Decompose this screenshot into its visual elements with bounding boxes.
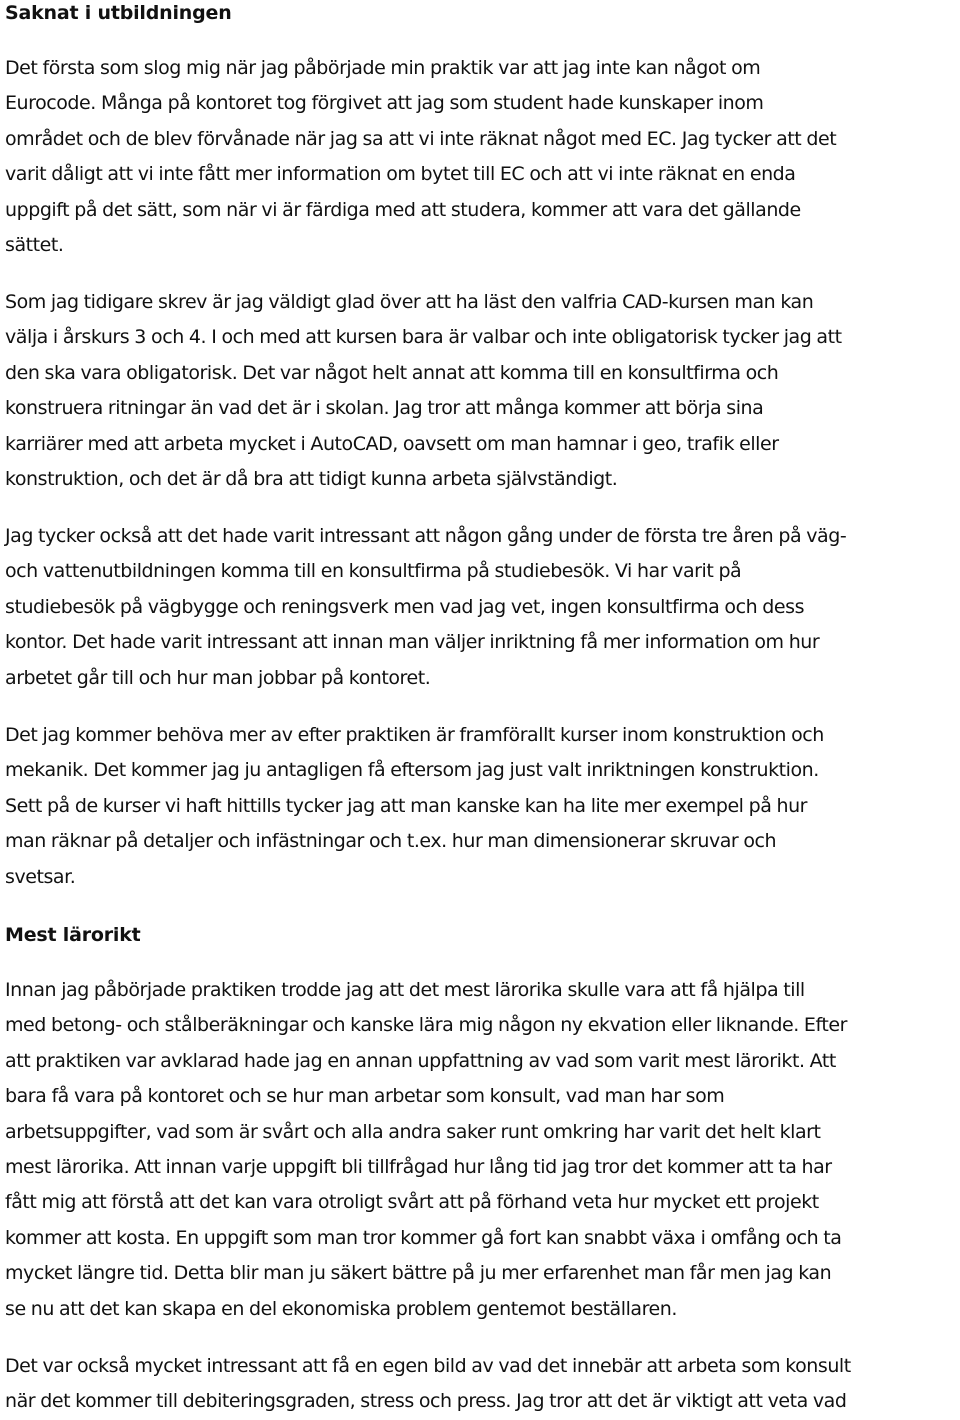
text-line: Jag tycker också att det hade varit intressant att någon gång under de första tre åren på väg-: [5, 525, 847, 547]
text-line: Sett på de kurser vi haft hittills tycker jag att man kanske kan ha lite mer exempel på hur: [5, 794, 808, 817]
text-line: fått mig att förstå att det kan vara otroligt svårt att på förhand veta hur mycket ett projekt: [5, 1191, 819, 1214]
text-line: Det var också mycket intressant att få en egen bild av vad det innebär att arbeta som konsult: [5, 1355, 851, 1377]
text-line: Eurocode. Många på kontoret tog förgivet att jag som student hade kunskaper inom: [5, 92, 764, 115]
text-line: studiebesök på vägbygge och reningsverk men vad jag vet, ingen konsultfirma och dess: [5, 595, 805, 618]
text-line: se nu att det kan skapa en del ekonomiska problem gentemot beställaren.: [5, 1297, 677, 1320]
paragraph: [5, 51, 957, 263]
text-line: och vattenutbildningen komma till en konsultfirma på studiebesök. Vi har varit på: [5, 560, 742, 583]
text-line: konstruktion, och det är då bra att tidigt kunna arbeta självständigt.: [5, 468, 618, 491]
text-line: svetsar.: [5, 865, 76, 888]
section-heading: Mest lärorikt: [5, 924, 141, 946]
text-line: mycket längre tid. Detta blir man ju säkert bättre på ju mer erfarenhet man får men jag kan: [5, 1262, 832, 1285]
text-line: arbetet går till och hur man jobbar på kontoret.: [5, 666, 431, 689]
text-line: arbetsuppgifter, vad som är svårt och alla andra saker runt omkring har varit det helt klart: [5, 1120, 821, 1143]
text-line: kontor. Det hade varit intressant att innan man väljer inriktning få mer information om hur: [5, 631, 820, 654]
text-line: när det kommer till debiteringsgraden, stress och press. Jag tror att det är viktigt att veta vad: [5, 1390, 847, 1413]
section-heading: Saknat i utbildningen: [5, 2, 232, 24]
paragraph: [5, 285, 957, 497]
paragraph: [5, 973, 957, 1327]
text-line: uppgift på det sätt, som när vi är färdiga med att studera, kommer att vara det gällande: [5, 198, 801, 221]
paragraph: [5, 1349, 957, 1420]
text-line: Det jag kommer behöva mer av efter praktiken är framförallt kurser inom konstruktion och: [5, 724, 824, 746]
text-line: att praktiken var avklarad hade jag en annan uppfattning av vad som varit mest lärorikt. Att: [5, 1049, 836, 1072]
text-line: välja i årskurs 3 och 4. I och med att kursen bara är valbar och inte obligatorisk tycker jag att: [5, 326, 842, 349]
paragraph: [5, 519, 957, 696]
text-line: man räknar på detaljer och infästningar och t.ex. hur man dimensionerar skruvar och: [5, 830, 777, 853]
text-line: karriärer med att arbeta mycket i AutoCAD, oavsett om man hamnar i geo, trafik eller: [5, 432, 779, 455]
text-line: mest lärorika. Att innan varje uppgift bli tillfrågad hur lång tid jag tror det kommer att ta har: [5, 1156, 832, 1179]
text-line: sättet.: [5, 234, 64, 257]
text-line: med betong- och stålberäkningar och kanske lära mig någon ny ekvation eller liknande. Efter: [5, 1014, 847, 1037]
text-line: varit dåligt att vi inte fått mer information om bytet till EC och att vi inte räknat en enda: [5, 163, 796, 186]
text-line: bara få vara på kontoret och se hur man arbetar som konsult, vad man har som: [5, 1085, 725, 1108]
text-line: Innan jag påbörjade praktiken trodde jag att det mest lärorika skulle vara att få hjälpa till: [5, 979, 805, 1001]
text-line: den ska vara obligatorisk. Det var något helt annat att komma till en konsultfirma och: [5, 361, 779, 384]
text-line: området och de blev förvånade när jag sa att vi inte räknat något med EC. Jag tycker att det: [5, 127, 837, 150]
text-line: mekanik. Det kommer jag ju antagligen få eftersom jag just valt inriktningen konstruktion.: [5, 759, 819, 782]
paragraph: [5, 718, 957, 895]
text-line: Det första som slog mig när jag påbörjade min praktik var att jag inte kan något om: [5, 57, 761, 79]
text-line: kommer att kosta. En uppgift som man tror kommer gå fort kan snabbt växa i omfång och ta: [5, 1226, 842, 1249]
text-line: konstruera ritningar än vad det är i skolan. Jag tror att många kommer att börja sina: [5, 397, 764, 420]
text-line: Som jag tidigare skrev är jag väldigt glad över att ha läst den valfria CAD-kursen man kan: [5, 291, 814, 313]
